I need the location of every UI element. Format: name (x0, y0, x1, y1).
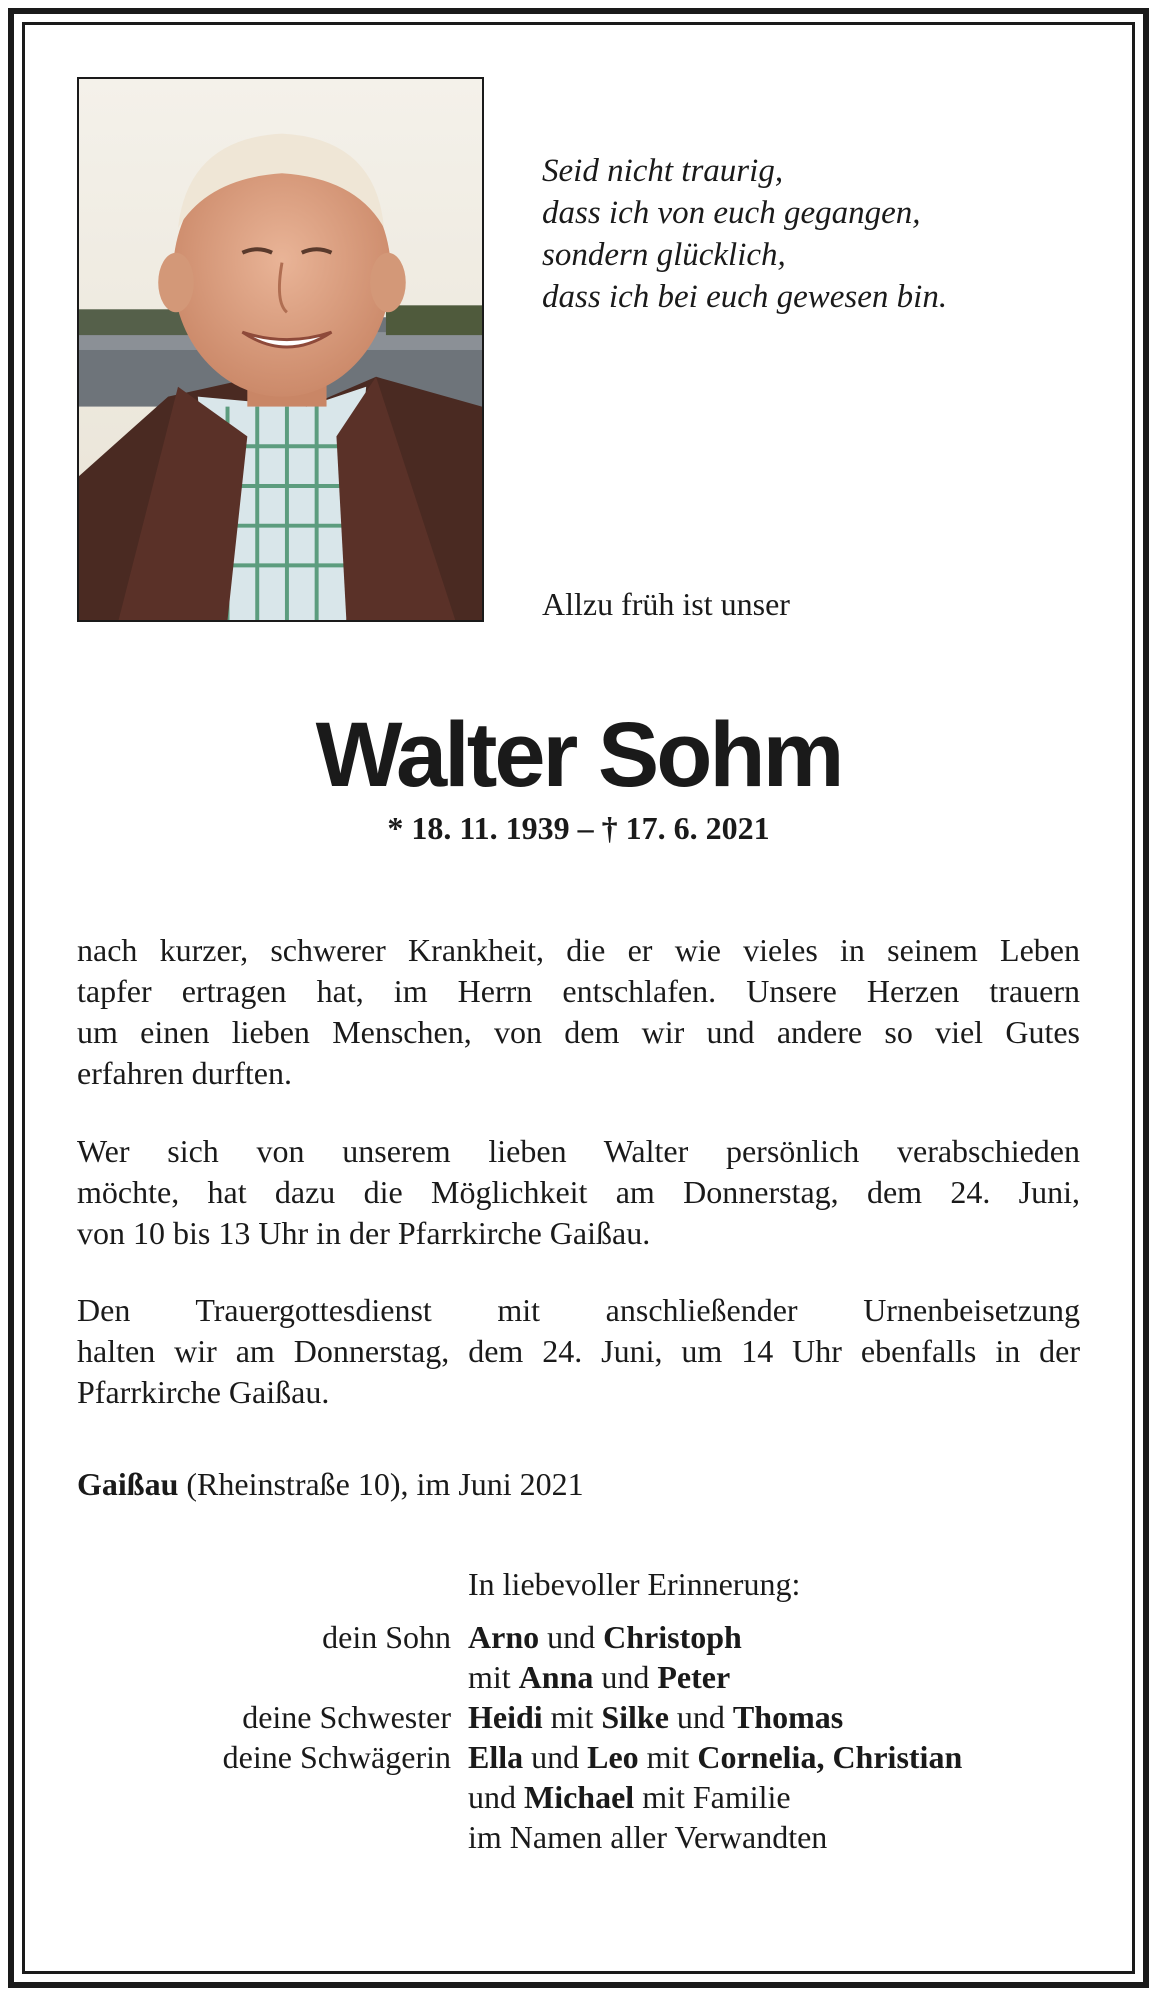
paragraph-line: möchte, hat dazu die Möglichkeit am Donnerstag, dem 24. Juni, (77, 1174, 1080, 1210)
paragraph-farewell (77, 1131, 1080, 1254)
paragraph-line: Wer sich von unserem lieben Walter persönlich verabschieden (77, 1133, 1080, 1169)
relatives-line: im Namen aller Verwandten (468, 1819, 828, 1855)
paragraph-line: um einen lieben Menschen, von dem wir und andere so viel Gutes (77, 1014, 1080, 1050)
name: Heidi (468, 1699, 543, 1735)
son-names (468, 1619, 742, 1656)
sister-names (468, 1699, 843, 1736)
paragraph-line: tapfer ertragen hat, im Herrn entschlafen. Unsere Herzen trauern (77, 973, 1080, 1009)
paragraph-line: Den Trauergottesdienst mit anschließender Urnenbeisetzung (77, 1292, 1080, 1328)
connector: mit Familie (634, 1779, 791, 1815)
paragraph-illness (77, 930, 1080, 1094)
connector: und (468, 1779, 524, 1815)
sister-in-law-names (468, 1739, 962, 1776)
connector: mit (542, 1699, 602, 1735)
sister-in-law-label: deine Schwägerin (222, 1739, 451, 1775)
paragraph-line: von 10 bis 13 Uhr in der Pfarrkirche Gaißau. (77, 1215, 651, 1251)
portrait-photo (77, 77, 484, 622)
connector: mit (638, 1739, 698, 1775)
name: Leo (587, 1739, 639, 1775)
partner-names (468, 1659, 730, 1696)
deceased-name: Walter Sohm (315, 704, 842, 806)
connector: und (668, 1699, 733, 1735)
portrait-image (79, 79, 482, 620)
connector: und (523, 1739, 588, 1775)
place-date (77, 1466, 584, 1503)
life-dates: * 18. 11. 1939 – † 17. 6. 2021 (387, 810, 770, 846)
quote-line: dass ich bei euch gewesen bin. (542, 279, 948, 315)
name: Michael (524, 1779, 635, 1815)
quote-line: dass ich von euch gegangen, (542, 195, 921, 231)
paragraph-line: Pfarrkirche Gaißau. (77, 1374, 330, 1410)
name: Cornelia, Christian (697, 1739, 963, 1775)
quote-line: Seid nicht traurig, (542, 153, 784, 189)
son-label: dein Sohn (322, 1619, 451, 1655)
sister-label: deine Schwester (242, 1699, 451, 1735)
intro-text: Allzu früh ist unser (542, 586, 790, 622)
memorial-quote (542, 150, 1062, 318)
connector: und (539, 1619, 604, 1655)
name: Thomas (732, 1699, 844, 1735)
paragraph-line: erfahren durften. (77, 1055, 292, 1091)
name: Anna (518, 1659, 594, 1695)
name: Arno (468, 1619, 540, 1655)
family-names (468, 1779, 791, 1816)
name: Peter (657, 1659, 731, 1695)
name: Ella (468, 1739, 524, 1775)
connector: und (593, 1659, 658, 1695)
connector: mit (468, 1659, 519, 1695)
quote-line: sondern glücklich, (542, 237, 786, 273)
name: Christoph (603, 1619, 742, 1655)
paragraph-line: halten wir am Donnerstag, dem 24. Juni, um 14 Uhr ebenfalls in der (77, 1333, 1080, 1369)
memory-heading: In liebevoller Erinnerung: (468, 1566, 801, 1602)
place-rest: (Rheinstraße 10), im Juni 2021 (178, 1466, 584, 1502)
place-town: Gaißau (77, 1466, 179, 1502)
paragraph-service (77, 1290, 1080, 1413)
paragraph-line: nach kurzer, schwerer Krankheit, die er wie vieles in seinem Leben (77, 932, 1080, 968)
name: Silke (601, 1699, 669, 1735)
